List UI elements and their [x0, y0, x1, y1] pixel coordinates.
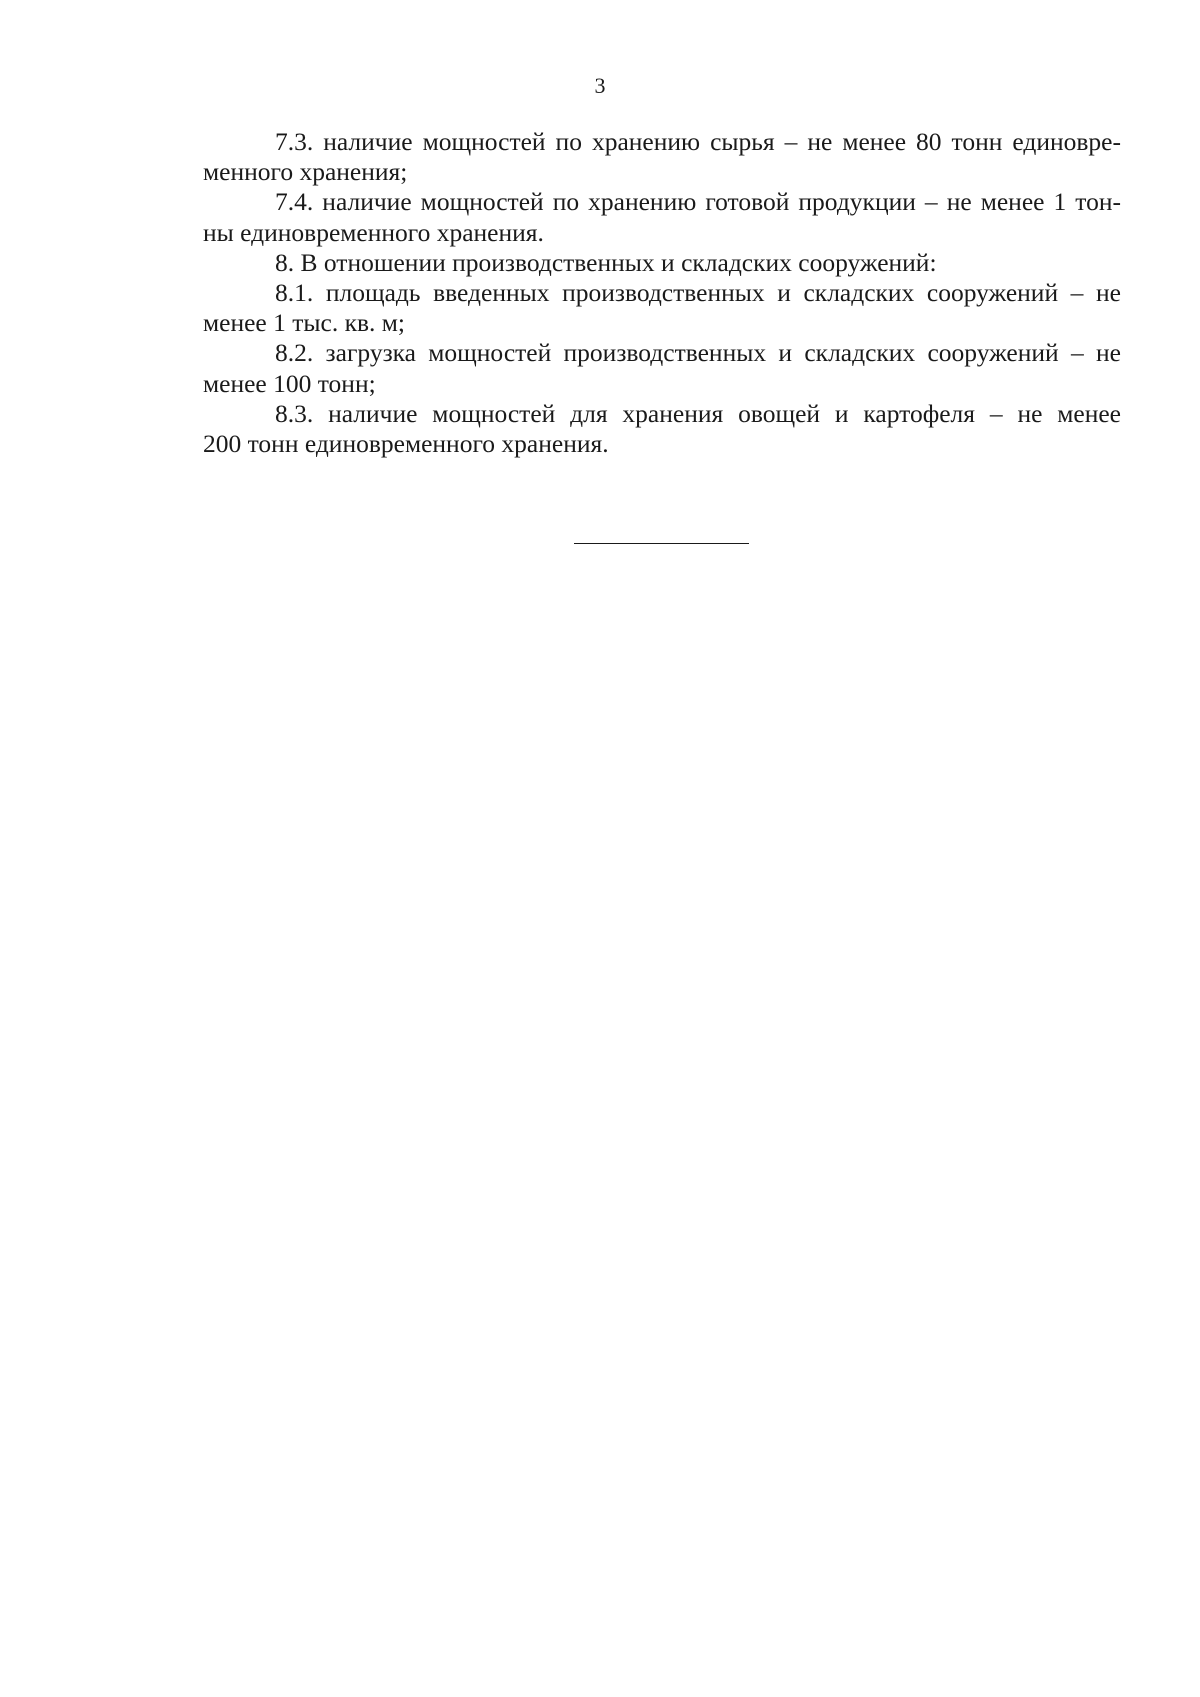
document-body: [203, 127, 1121, 459]
paragraph-line: 8.2. загрузка мощностей производственных и складских сооружений – не: [275, 338, 1121, 368]
paragraph-8-1: [203, 278, 1121, 338]
paragraph-line: 7.4. наличие мощностей по хранению готовой продукции – не менее 1 тон-: [275, 187, 1121, 217]
paragraph-line: менее 100 тонн;: [203, 368, 376, 398]
paragraph-8: [203, 248, 1121, 278]
paragraph-7-4: [203, 187, 1121, 247]
page-number: 3: [594, 73, 606, 98]
paragraph-line: 8.3. наличие мощностей для хранения овощей и картофеля – не менее: [275, 398, 1121, 428]
end-separator-line: [574, 543, 749, 544]
paragraph-line: 200 тонн единовременного хранения.: [203, 429, 609, 459]
paragraph-8-2: [203, 338, 1121, 398]
paragraph-line: менее 1 тыс. кв. м;: [203, 308, 405, 338]
paragraph-7-3: [203, 127, 1121, 187]
paragraph-line: ны единовременного хранения.: [203, 217, 544, 247]
paragraph-line: 8.1. площадь введенных производственных и складских сооружений – не: [275, 278, 1121, 308]
paragraph-8-3: [203, 399, 1121, 459]
paragraph-line: 8. В отношении производственных и складских сооружений:: [275, 247, 937, 277]
paragraph-line: менного хранения;: [203, 157, 408, 187]
paragraph-line: 7.3. наличие мощностей по хранению сырья – не менее 80 тонн единовре-: [275, 127, 1121, 156]
